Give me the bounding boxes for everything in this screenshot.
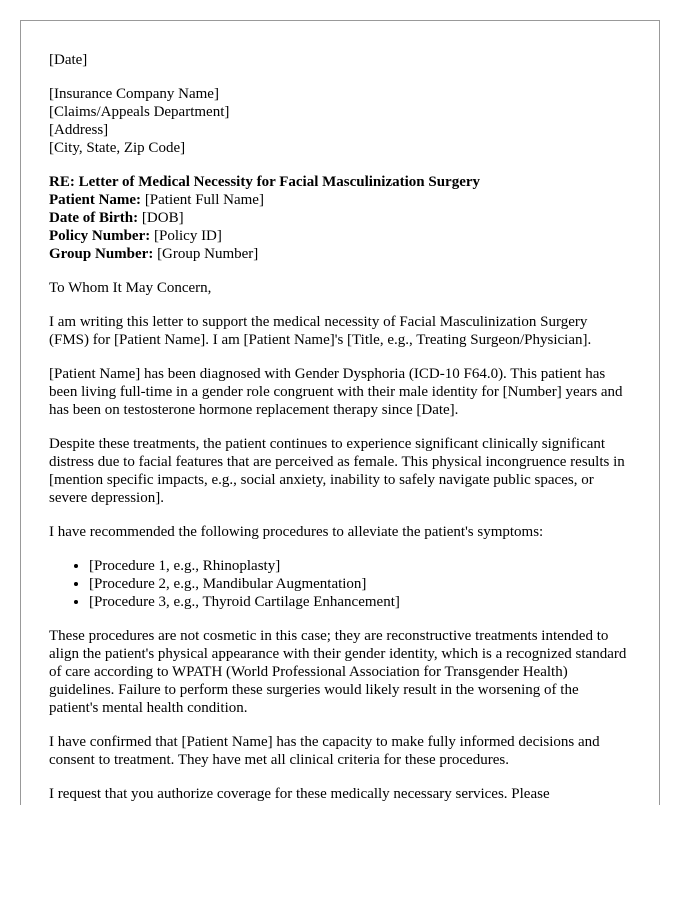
paragraph-intro: I am writing this letter to support the medical necessity of Facial Masculinization Surgery (FMS) for [Patient Name]. I am [Patient Name]'s [Title, e.g., Treating Surgeon/Physician]. bbox=[49, 314, 592, 348]
paragraph-justification: These procedures are not cosmetic in this case; they are reconstructive treatments intended to align the patient's physical appearance with their gender identity, which is a recognized standard of care according to WPATH (World Professional Association for Transgender Health) guidelines. Failure to perform these surgeries would likely result in the worsening of the patient's mental health condition. bbox=[49, 628, 627, 716]
list-item: • [Procedure 1, e.g., Rhinoplasty] bbox=[89, 557, 631, 575]
list-item: • [Procedure 2, e.g., Mandibular Augmentation] bbox=[89, 575, 631, 593]
letter-page bbox=[20, 20, 660, 805]
patient-name-row bbox=[49, 191, 631, 209]
salutation: To Whom It May Concern, bbox=[49, 280, 212, 296]
paragraph-request: I request that you authorize coverage for these medically necessary services. Please bbox=[49, 786, 550, 802]
patient-name-value: [Patient Full Name] bbox=[144, 192, 264, 208]
group-value: [Group Number] bbox=[157, 246, 259, 262]
recipient-address bbox=[49, 85, 631, 157]
dob-row bbox=[49, 209, 631, 227]
paragraph-diagnosis: [Patient Name] has been diagnosed with Gender Dysphoria (ICD-10 F64.0). This patient has been living full-time in a gender role congruent with their male identity for [Number] years and has been on testosterone hormone replacement therapy since [Date]. bbox=[49, 366, 623, 418]
re-block bbox=[49, 173, 631, 263]
paragraph-consent: I have confirmed that [Patient Name] has the capacity to make fully informed decisions and consent to treatment. They have met all clinical criteria for these procedures. bbox=[49, 734, 600, 768]
procedure-list bbox=[49, 557, 631, 611]
recipient-company: [Insurance Company Name] bbox=[49, 86, 219, 102]
policy-label: Policy Number: bbox=[49, 228, 151, 244]
paragraph-distress: Despite these treatments, the patient continues to experience significant clinically significant distress due to facial features that are perceived as female. This physical incongruence results in [mention specific impacts, e.g., social anxiety, inability to safely navigate public spaces, or severe depression]. bbox=[49, 436, 625, 506]
policy-row bbox=[49, 227, 631, 245]
group-row bbox=[49, 245, 631, 263]
dob-value: [DOB] bbox=[141, 210, 184, 226]
recipient-address-line: [Address] bbox=[49, 122, 109, 138]
re-subject: RE: Letter of Medical Necessity for Facial Masculinization Surgery bbox=[49, 174, 481, 190]
letter-date: [Date] bbox=[49, 52, 88, 68]
policy-value: [Policy ID] bbox=[153, 228, 222, 244]
patient-name-label: Patient Name: bbox=[49, 192, 142, 208]
recipient-city-state-zip: [City, State, Zip Code] bbox=[49, 140, 186, 156]
list-item: • [Procedure 3, e.g., Thyroid Cartilage Enhancement] bbox=[89, 593, 631, 611]
group-label: Group Number: bbox=[49, 246, 154, 262]
dob-label: Date of Birth: bbox=[49, 210, 139, 226]
recipient-department: [Claims/Appeals Department] bbox=[49, 104, 230, 120]
paragraph-recommendation: I have recommended the following procedures to alleviate the patient's symptoms: bbox=[49, 524, 544, 540]
